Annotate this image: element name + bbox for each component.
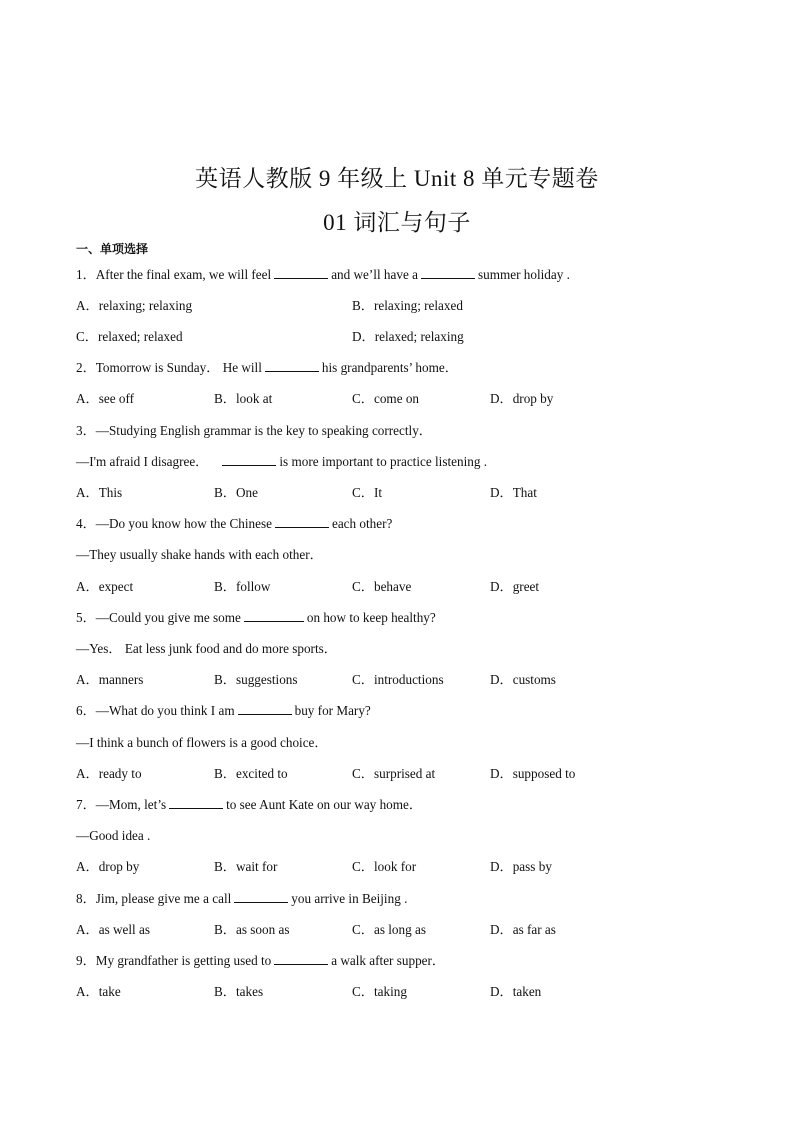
question-6-option-b: B．excited to: [214, 766, 288, 781]
question-6-stem: 6．—What do you think I am buy for Mary?: [76, 703, 371, 718]
answer-blank: [274, 952, 328, 965]
answer-blank: [265, 359, 319, 372]
question-5-option-c: C．introductions: [352, 672, 444, 687]
question-4-option-d: D．greet: [490, 579, 540, 594]
answer-blank: [275, 515, 329, 528]
question-3-option-b: B．One: [214, 485, 258, 500]
question-6-option-d: D．supposed to: [490, 766, 576, 781]
question-5-stem: 5．—Could you give me some on how to keep healthy?: [76, 610, 436, 625]
question-9-stem: 9．My grandfather is getting used to a walk after supper．: [76, 953, 446, 968]
question-8-option-b: B．as soon as: [214, 922, 290, 937]
question-2-option-d: D．drop by: [490, 391, 554, 406]
page-title: 英语人教版 9 年级上 Unit 8 单元专题卷: [195, 166, 599, 191]
question-3-option-a: A．This: [76, 485, 123, 500]
question-4-option-a: A．expect: [76, 579, 134, 594]
question-5-option-a: A．manners: [76, 672, 144, 687]
question-7-option-d: D．pass by: [490, 859, 552, 874]
question-9-option-b: B．takes: [214, 984, 264, 999]
question-7-stem: 7．—Mom, let’s to see Aunt Kate on our way home．: [76, 797, 423, 812]
question-6-option-a: A．ready to: [76, 766, 142, 781]
question-1-option-c: C．relaxed; relaxed: [76, 329, 183, 344]
question-8-option-d: D．as far as: [490, 922, 556, 937]
question-1-option-a: A．relaxing; relaxing: [76, 298, 193, 313]
question-5-option-b: B．suggestions: [214, 672, 298, 687]
question-2-stem: 2．Tomorrow is Sunday． He will his grandparents’ home．: [76, 360, 458, 375]
question-1-stem: 1．After the final exam, we will feel and we’ll have a summer holiday .: [76, 267, 570, 282]
section-heading: 一、单项选择: [76, 242, 149, 256]
question-4-reply: —They usually shake hands with each other．: [76, 547, 323, 562]
question-4-option-c: C．behave: [352, 579, 412, 594]
question-2-option-a: A．see off: [76, 391, 134, 406]
question-5-option-d: D．customs: [490, 672, 556, 687]
question-7-option-b: B．wait for: [214, 859, 278, 874]
question-8-stem: 8．Jim, please give me a call you arrive in Beijing .: [76, 891, 408, 906]
question-3-stem: 3．—Studying English grammar is the key to speaking correctly．: [76, 423, 432, 438]
question-3-reply: —I'm afraid I disagree． is more important to practice listening .: [76, 454, 488, 469]
question-1-option-d: D．relaxed; relaxing: [352, 329, 464, 344]
question-2-option-b: B．look at: [214, 391, 273, 406]
question-3-option-d: D．That: [490, 485, 537, 500]
question-3-option-c: C．It: [352, 485, 383, 500]
question-7-option-c: C．look for: [352, 859, 417, 874]
question-9-option-c: C．taking: [352, 984, 407, 999]
question-6-option-c: C．surprised at: [352, 766, 436, 781]
question-9-option-d: D．taken: [490, 984, 542, 999]
question-4-option-b: B．follow: [214, 579, 271, 594]
question-7-reply: —Good idea .: [76, 828, 151, 843]
answer-blank: [421, 266, 475, 279]
question-7-option-a: A．drop by: [76, 859, 140, 874]
question-4-stem: 4．—Do you know how the Chinese each other?: [76, 516, 393, 531]
question-8-option-c: C．as long as: [352, 922, 426, 937]
answer-blank: [169, 796, 223, 809]
page-subtitle: 01 词汇与句子: [323, 210, 471, 235]
question-8-option-a: A．as well as: [76, 922, 150, 937]
question-9-option-a: A．take: [76, 984, 121, 999]
question-5-reply: —Yes． Eat less junk food and do more sports．: [76, 641, 337, 656]
question-6-reply: —I think a bunch of flowers is a good choice．: [76, 735, 328, 750]
answer-blank: [234, 890, 288, 903]
answer-blank: [244, 609, 304, 622]
answer-blank: [238, 702, 292, 715]
answer-blank: [274, 266, 328, 279]
answer-blank: [222, 453, 276, 466]
question-2-option-c: C．come on: [352, 391, 420, 406]
question-1-option-b: B．relaxing; relaxed: [352, 298, 463, 313]
